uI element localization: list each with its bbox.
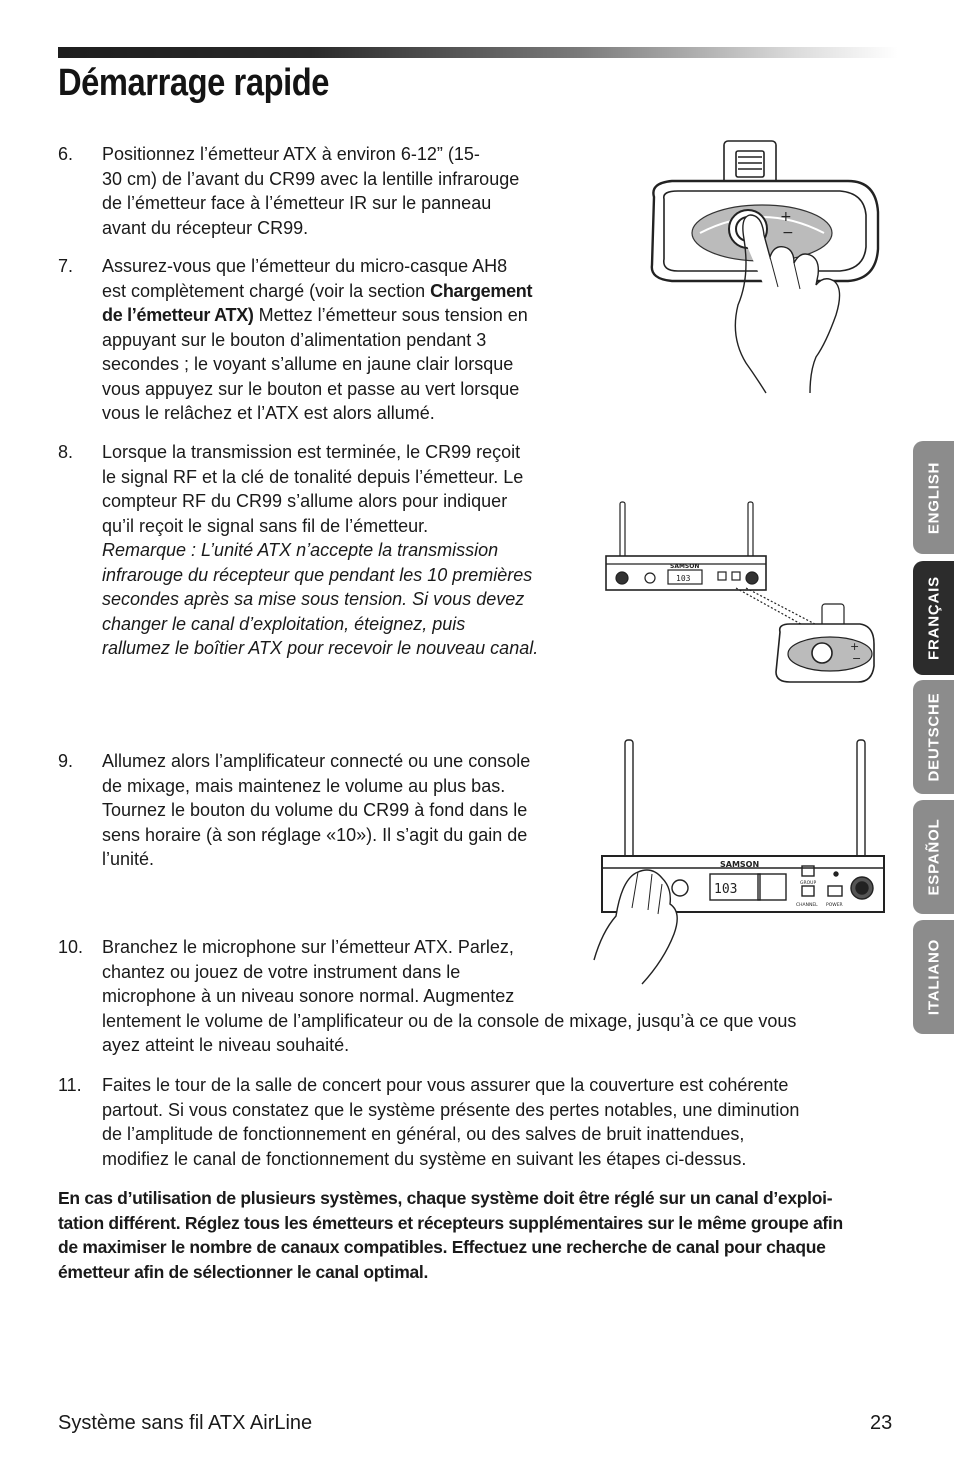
svg-text:−: − bbox=[782, 225, 794, 241]
step-10: 10. Branchez le microphone sur l’émetteur ATX. Parlez, chantez ou jouez de votre instrument dans le microphone à un niveau sonore normal. Augmentez lentement le volume de l’amplificateur ou de la console de mixage, jusqu’à ce que vous ayez atteint le niveau souhaité. bbox=[58, 937, 797, 1055]
section-ref: de l’émetteur ATX) bbox=[102, 305, 254, 325]
transmitter-hand-illustration bbox=[640, 137, 890, 397]
channel-label: CHANNEL bbox=[796, 903, 818, 908]
svg-text:−: − bbox=[852, 652, 862, 665]
svg-text:+: + bbox=[850, 640, 860, 653]
brand-label: SAMSON bbox=[670, 563, 700, 570]
step-11: 11. Faites le tour de la salle de concert pour vous assurer que la couverture est cohérente partout. Si vous constatez que le système présente des pertes notables, une diminution de l’amplitude de fonctionnement en général, ou des salves de bruit inattendues, modifiez le canal de fonctionnement du système en suivant les étapes ci-dessus. bbox=[58, 1075, 800, 1169]
step-9: 9. Allumez alors l’amplificateur connecté ou une console de mixage, mais maintenez le volume au plus bas. Tournez le bouton du volume du CR99 à fond dans le sens horaire (à son réglage «10»). Il s’agit du gain de l’unité. bbox=[58, 751, 531, 869]
tab-espanol[interactable]: ESPAÑOL bbox=[913, 800, 954, 914]
brand-label: SAMSON bbox=[720, 860, 760, 869]
step-6: 6. Positionnez l’émetteur ATX à environ 6-12” (15- 30 cm) de l’avant du CR99 avec la lentille infrarouge de l’émetteur face à l’émetteur IR sur le panneau avant du récepteur CR99. bbox=[58, 144, 520, 238]
note: Remarque : L’unité ATX n’accepte la transmission infrarouge du récepteur que pendant les 10 premières secondes après sa mise sous tension. Si vous devez changer le canal d’exploitation, éteignez, puis rallumez le boîtier ATX pour recevoir le nouveau canal. bbox=[102, 540, 539, 658]
step-7: 7. Assurez-vous que l’émetteur du micro-casque AH8 est complètement chargé (voir la section Chargement de l’émetteur ATX) Mettez l’émetteur sous tension en appuyant sur le bouton d’alimentation pendant 3 secondes ; le voyant s’allume en jaune clair lorsque vous appuyez sur le bouton et passe au vert lorsque vous le relâchez et l’ATX est alors allumé. bbox=[58, 256, 533, 423]
svg-text:+: + bbox=[780, 209, 792, 225]
page-title: Démarrage rapide bbox=[58, 62, 330, 104]
page-number: 23 bbox=[870, 1412, 893, 1434]
channel-display: 103 bbox=[714, 882, 738, 897]
section-ref: Chargement bbox=[430, 280, 533, 301]
tab-italiano[interactable]: ITALIANO bbox=[913, 920, 954, 1034]
footer-product-name: Système sans fil ATX AirLine bbox=[58, 1412, 313, 1434]
tab-english[interactable]: ENGLISH bbox=[913, 441, 954, 554]
multi-system-note: En cas d’utilisation de plusieurs systèmes, chaque système doit être réglé sur un canal d’exploi- tation différent. Réglez tous les émetteurs et récepteurs supplémentaires sur le même groupe afin de maximiser le nombre de canaux compatibles. Effectuez une recherche de canal pour chaque émetteur afin de sélectionner le canal optimal. bbox=[58, 1188, 843, 1282]
header-gradient-bar bbox=[58, 47, 898, 58]
group-label: GROUP bbox=[800, 881, 817, 886]
channel-display: 103 bbox=[676, 574, 691, 583]
receiver-ir-link-illustration bbox=[604, 496, 900, 690]
tab-deutsche[interactable]: DEUTSCHE bbox=[913, 680, 954, 794]
receiver-volume-illustration bbox=[592, 738, 896, 988]
step-8: 8. Lorsque la transmission est terminée, le CR99 reçoit le signal RF et la clé de tonalité depuis l’émetteur. Le compteur RF du CR99 s’allume alors pour indiquer qu’il reçoit le signal sans fil de l’émetteur. Remarque : L’unité ATX n’accepte la transmission infrarouge du récepteur que pendant les 10 premières secondes après sa mise sous tension. Si vous devez changer le canal d’exploitation, éteignez, puis rallumez le boîtier ATX pour recevoir le nouveau canal. bbox=[58, 440, 538, 661]
tab-francais[interactable]: FRANÇAIS bbox=[913, 561, 954, 675]
power-label: POWER bbox=[826, 903, 843, 908]
